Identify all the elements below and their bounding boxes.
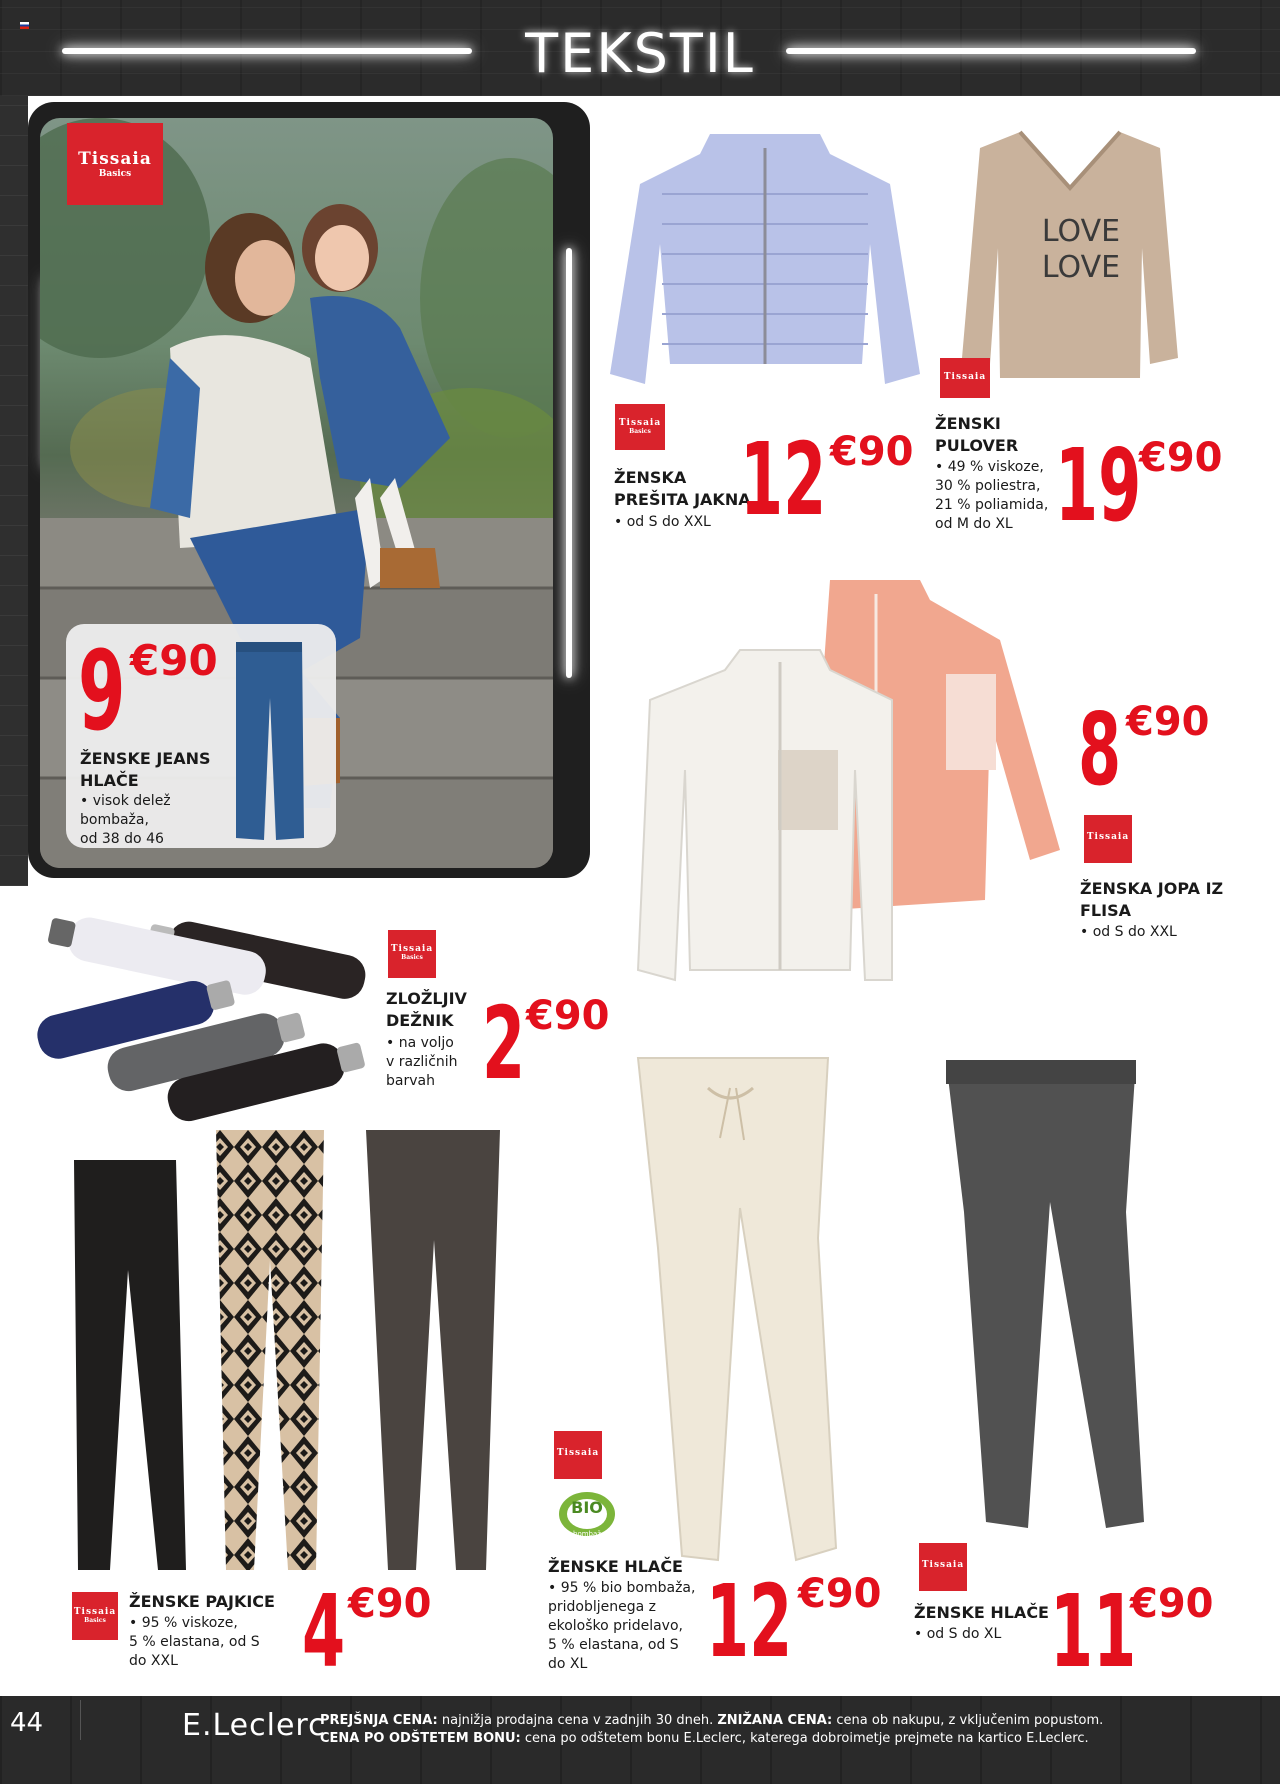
brand-logo-photo: Tissaia Basics bbox=[67, 123, 163, 205]
title-bio-pants: ŽENSKE HLAČE bbox=[548, 1557, 683, 1576]
price-notes: PREJŠNJA CENA: najnižja prodajna cena v zadnjih 30 dneh. ZNIŽANA CENA: cena ob nakupu, z vključenim popustom. CENA PO ODŠTETEM BONU: cena po odštetem bonu E.Leclerc, katerega dobroimetje prejmete na kartico E.Leclerc. bbox=[320, 1713, 1104, 1746]
price-pullover: 19€90 bbox=[1055, 427, 1223, 544]
price-leggings: 4€90 bbox=[302, 1573, 432, 1690]
price-umbrella: 2€90 bbox=[482, 985, 610, 1102]
brand-logo-pullover: Tissaia bbox=[940, 358, 990, 398]
bio-leaf-icon: BIO bombaž bbox=[554, 1490, 620, 1540]
bio-pants-image bbox=[618, 1048, 848, 1568]
title-grey-pants: ŽENSKE HLAČE bbox=[914, 1603, 1049, 1622]
grey-pants-image bbox=[930, 1052, 1150, 1532]
title-fleece: ŽENSKA JOPA IZ FLISA bbox=[1080, 879, 1224, 920]
desc-jacket: • od S do XXL bbox=[614, 514, 711, 530]
brand-logo-grey-pants: Tissaia bbox=[919, 1543, 967, 1591]
price-jeans: 9 €90 bbox=[78, 627, 218, 755]
brand-logo-fleece: Tissaia bbox=[1084, 815, 1132, 863]
neon-bar-right bbox=[566, 248, 572, 678]
desc-umbrella: • na voljo v različnih barvah bbox=[386, 1035, 458, 1089]
brand-logo-leggings: Tissaia Basics bbox=[72, 1592, 118, 1640]
page-number: 44 bbox=[10, 1708, 44, 1738]
fleece-jackets-image bbox=[630, 570, 1060, 990]
title-jeans: ŽENSKE JEANS HLAČE bbox=[80, 749, 211, 790]
title-jacket: ŽENSKA PREŠITA JAKNA bbox=[614, 468, 751, 509]
price-jacket: 12€90 bbox=[740, 421, 914, 538]
neon-line-left bbox=[62, 48, 472, 54]
desc-pullover: • 49 % viskoze, 30 % poliestra, 21 % poliamida, od M do XL bbox=[935, 459, 1049, 532]
neon-line-right bbox=[786, 48, 1196, 54]
brand-logo-umbrella: Tissaia Basics bbox=[388, 930, 436, 978]
brand-logo-jacket: Tissaia Basics bbox=[615, 404, 665, 450]
title-leggings: ŽENSKE PAJKICE bbox=[129, 1592, 275, 1611]
page-title: TEKSTIL bbox=[525, 22, 755, 85]
desc-grey-pants: • od S do XL bbox=[914, 1626, 1002, 1642]
pullover-print: LOVE LOVE bbox=[1041, 214, 1121, 285]
title-pullover: ŽENSKI PULOVER bbox=[935, 414, 1019, 455]
desc-leggings: • 95 % viskoze, 5 % elastana, od S do XXL bbox=[129, 1615, 260, 1669]
flag-icon bbox=[20, 22, 29, 29]
desc-jeans: • visok delež bombaža, od 38 do 46 bbox=[80, 793, 171, 847]
jeans-image bbox=[228, 638, 310, 844]
price-grey-pants: 11€90 bbox=[1050, 1573, 1214, 1690]
desc-bio-pants: • 95 % bio bombaža, pridobljenega z ekološko pridelavo, 5 % elastana, od S do XL bbox=[548, 1580, 696, 1672]
title-umbrella: ZLOŽLJIV DEŽNIK bbox=[386, 989, 467, 1030]
leclerc-logo: E.Leclerc bbox=[182, 1708, 326, 1743]
desc-fleece: • od S do XXL bbox=[1080, 924, 1177, 940]
leggings-image bbox=[66, 1130, 506, 1580]
umbrellas-image bbox=[28, 890, 378, 1140]
price-bio-pants: 12 €90 bbox=[706, 1563, 882, 1680]
page-number-box bbox=[0, 1700, 81, 1740]
brick-wall-left bbox=[0, 96, 28, 886]
puffer-jacket-image bbox=[600, 124, 930, 394]
brand-logo-bio-pants: Tissaia bbox=[554, 1431, 602, 1479]
price-fleece: 8 €90 bbox=[1078, 691, 1210, 808]
